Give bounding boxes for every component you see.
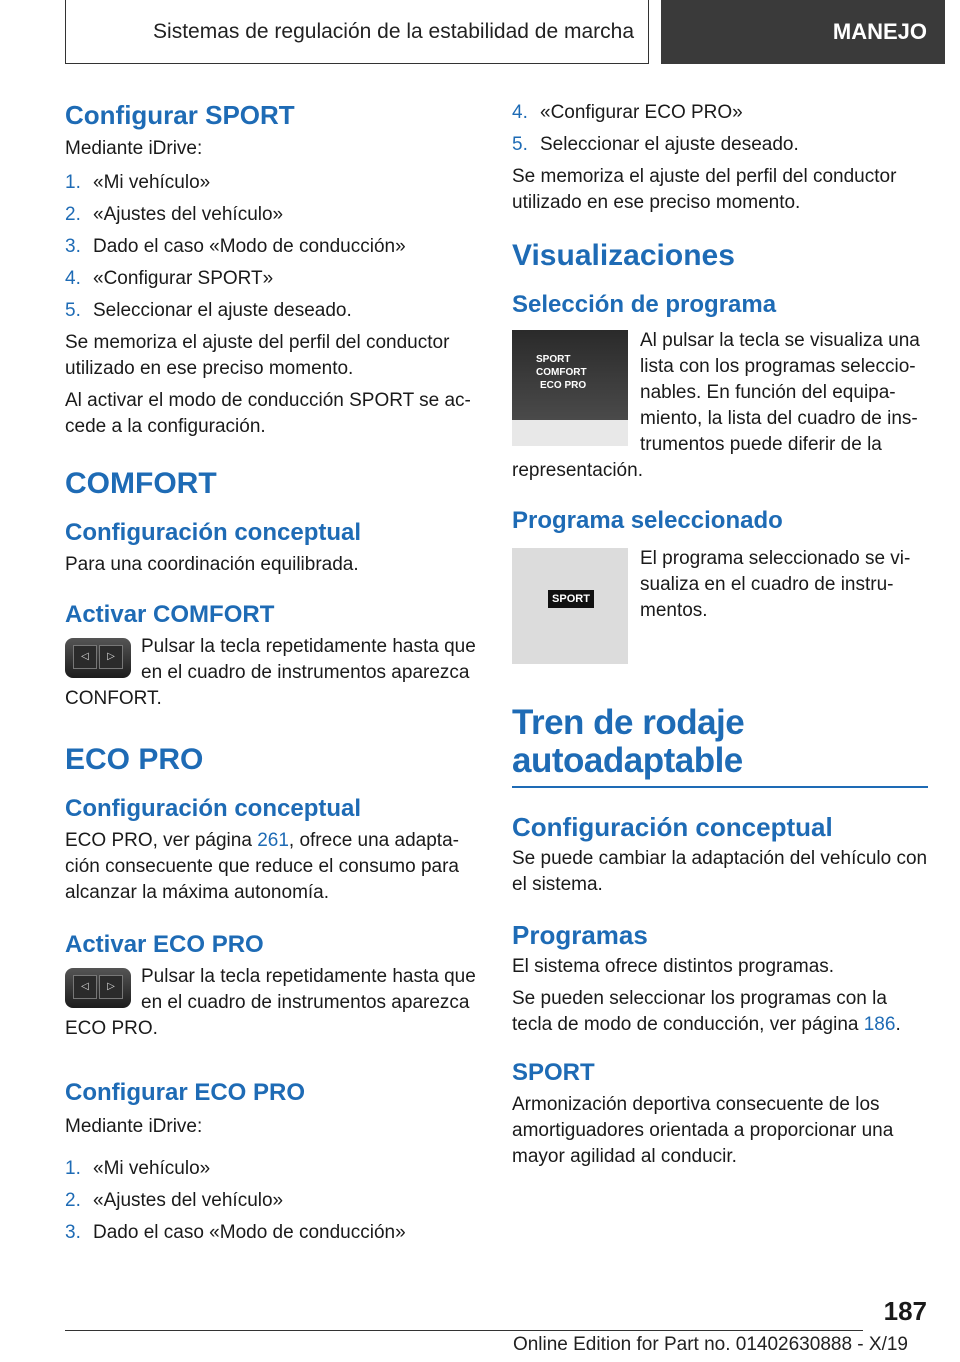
- right-arrow-icon: ▷: [99, 975, 123, 999]
- list-item: 4. «Configurar ECO PRO»: [512, 102, 743, 123]
- list-item: 5. Seleccionar el ajuste deseado.: [512, 134, 799, 155]
- list-item: 3. Dado el caso «Modo de conducción»: [65, 236, 406, 257]
- eco-pro-concept-heading: Configuración conceptual: [65, 795, 362, 822]
- configurar-sport-heading: Configurar SPORT: [65, 100, 295, 130]
- configurar-eco-pro-heading: Configurar ECO PRO: [65, 1079, 306, 1106]
- comfort-activate-text: Pulsar la tecla repetidamente hasta que en el cuadro de instrumentos aparezca CONFORT.: [65, 636, 476, 709]
- right-arrow-icon: ▷: [99, 645, 123, 669]
- configurar-sport-note: Se memoriza el ajuste del perfil del conductor utilizado en ese preciso momento.: [65, 332, 450, 379]
- list-item: 2. «Ajustes del vehículo»: [65, 204, 284, 225]
- configurar-sport-steps: [65, 170, 477, 324]
- list-item: 2. «Ajustes del vehículo»: [65, 1190, 284, 1211]
- selected-program-image: SPORT: [512, 548, 628, 664]
- eco-pro-activate-block: [65, 964, 477, 1042]
- page-link-186[interactable]: 186: [863, 1014, 896, 1035]
- page-link-261[interactable]: 261: [257, 830, 289, 851]
- programas-heading: Programas: [512, 920, 648, 950]
- eco-pro-activate-heading: Activar ECO PRO: [65, 931, 264, 958]
- programas-text-2: Se pueden seleccionar los programas con la tecla de modo de conducción, ver página 186.: [512, 988, 901, 1035]
- comfort-activate-block: [65, 634, 477, 712]
- configurar-eco-pro-steps: [65, 1156, 477, 1246]
- online-edition-footer: Online Edition for Part no. 01402630888 - X/19: [512, 1334, 908, 1355]
- eco-pro-heading: ECO PRO: [65, 743, 204, 776]
- seleccion-programa-text: Al pulsar la tecla se visualiza una lista con los programas seleccio-nables. En función del equipa-miento, la lista del cuadro de ins-trumentos puede diferir de la representación.: [512, 330, 920, 481]
- tren-concept-heading: Configuración conceptual: [512, 812, 833, 842]
- header-chapter-tab: MANEJO: [661, 0, 945, 64]
- header-section-title: Sistemas de regulación de la estabilidad de marcha: [65, 0, 649, 64]
- list-item: 1. «Mi vehículo»: [65, 1158, 211, 1179]
- list-item: 3. Dado el caso «Modo de conducción»: [65, 1222, 406, 1243]
- driving-mode-key-image: [65, 638, 131, 678]
- sport-heading: SPORT: [512, 1059, 595, 1086]
- configurar-eco-pro-intro: Mediante iDrive:: [65, 1116, 203, 1137]
- list-item: 1. «Mi vehículo»: [65, 172, 211, 193]
- comfort-concept-heading: Configuración conceptual: [65, 519, 362, 546]
- configurar-sport-intro: Mediante iDrive:: [65, 138, 203, 159]
- programa-seleccionado-heading: Programa seleccionado: [512, 507, 783, 534]
- driving-mode-key-image: [65, 968, 131, 1008]
- program-list-image: SPORT COMFORT ECO PRO: [512, 330, 628, 446]
- left-column: [65, 100, 477, 1246]
- eco-pro-activate-text: Pulsar la tecla repetidamente hasta que en el cuadro de instrumentos aparezca ECO PRO.: [65, 966, 476, 1039]
- eco-pro-concept-text: ECO PRO, ver página 261, ofrece una adapta-ción consecuente que reduce el consumo para alcanzar la máxima autonomía.: [65, 830, 459, 903]
- configurar-sport-note-2: Al activar el modo de conducción SPORT se ac-cede a la configuración.: [65, 390, 471, 437]
- comfort-activate-heading: Activar COMFORT: [65, 601, 275, 628]
- section-divider: [512, 786, 928, 788]
- visualizaciones-heading: Visualizaciones: [512, 239, 735, 272]
- right-note: Se memoriza el ajuste del perfil del conductor utilizado en ese preciso momento.: [512, 166, 897, 213]
- programas-text: El sistema ofrece distintos programas.: [512, 956, 835, 977]
- comfort-heading: COMFORT: [65, 467, 217, 500]
- programa-seleccionado-text: El programa seleccionado se vi-sualiza en el cuadro de instru-mentos.: [640, 548, 911, 621]
- seleccion-programa-block: [512, 328, 928, 484]
- programa-seleccionado-block: [512, 546, 928, 668]
- tren-concept-text: Se puede cambiar la adaptación del vehículo con el sistema.: [512, 848, 928, 895]
- list-item: 5. Seleccionar el ajuste deseado.: [65, 300, 352, 321]
- page-number: 187: [883, 1296, 927, 1326]
- tren-rodaje-heading: Tren de rodaje autoadaptable: [512, 703, 745, 780]
- left-arrow-icon: ◁: [73, 645, 97, 669]
- sport-text: Armonización deportiva consecuente de los amortiguadores orientada a proporcionar una mayor agilidad al conducir.: [512, 1094, 894, 1167]
- seleccion-programa-heading: Selección de programa: [512, 291, 777, 318]
- right-column: [512, 100, 928, 1170]
- comfort-concept-text: Para una coordinación equilibrada.: [65, 554, 359, 575]
- left-arrow-icon: ◁: [73, 975, 97, 999]
- footer-divider: [65, 1330, 863, 1331]
- list-item: 4. «Configurar SPORT»: [65, 268, 274, 289]
